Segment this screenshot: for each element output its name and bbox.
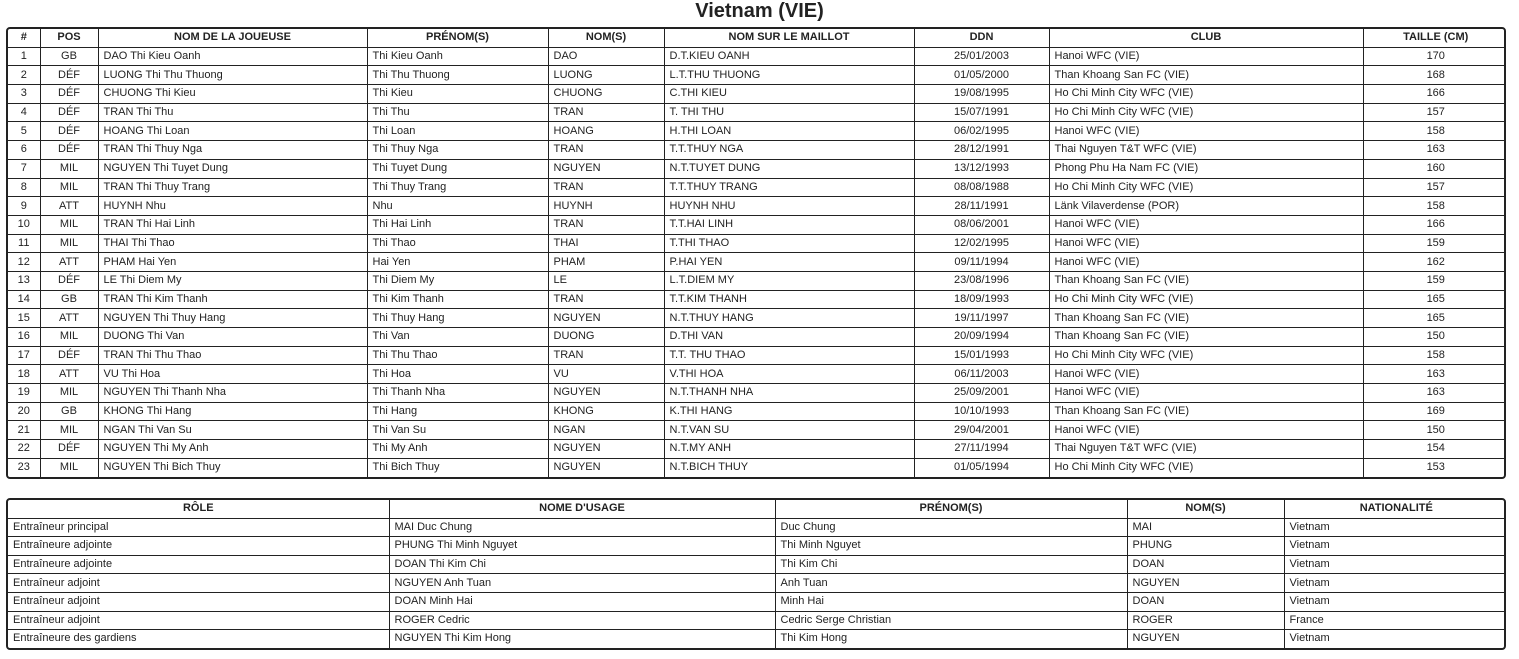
players-cell-col-shirt-name: K.THI HANG: [664, 402, 914, 421]
staff-cell-col-last-names: DOAN: [1127, 555, 1284, 574]
players-header-col-position: POS: [40, 29, 98, 47]
players-cell-col-height: 157: [1363, 103, 1506, 122]
staff-cell-col-nationality: Vietnam: [1284, 592, 1506, 611]
page-title: Vietnam (VIE): [695, 0, 824, 22]
players-cell-col-player-name: LUONG Thi Thu Thuong: [98, 66, 367, 85]
players-cell-col-position: ATT: [40, 309, 98, 328]
players-cell-col-position: GB: [40, 290, 98, 309]
players-cell-col-last-names: HOANG: [548, 122, 664, 141]
players-cell-col-number: 6: [8, 141, 40, 160]
staff-cell-col-usage-name: NGUYEN Thi Kim Hong: [389, 630, 775, 648]
players-cell-col-player-name: NGUYEN Thi Bich Thuy: [98, 458, 367, 476]
players-cell-col-first-names: Thi Hang: [367, 402, 548, 421]
players-cell-col-first-names: Thi Diem My: [367, 271, 548, 290]
staff-cell-col-usage-name: DOAN Minh Hai: [389, 592, 775, 611]
staff-cell-col-usage-name: NGUYEN Anh Tuan: [389, 574, 775, 593]
staff-cell-col-usage-name: MAI Duc Chung: [389, 518, 775, 537]
players-cell-col-player-name: NGUYEN Thi My Anh: [98, 440, 367, 459]
staff-cell-col-last-names: NGUYEN: [1127, 630, 1284, 648]
players-cell-col-shirt-name: D.T.KIEU OANH: [664, 47, 914, 66]
players-cell-col-first-names: Thi Kieu Oanh: [367, 47, 548, 66]
players-cell-col-player-name: HUYNH Nhu: [98, 197, 367, 216]
players-cell-col-last-names: NGAN: [548, 421, 664, 440]
players-cell-col-club: Hanoi WFC (VIE): [1049, 215, 1363, 234]
staff-header-col-nationality: NATIONALITÉ: [1284, 500, 1506, 518]
players-cell-col-club: Than Khoang San FC (VIE): [1049, 328, 1363, 347]
players-cell-col-player-name: TRAN Thi Kim Thanh: [98, 290, 367, 309]
players-cell-col-height: 159: [1363, 234, 1506, 253]
table-row: [8, 178, 1506, 197]
staff-cell-col-first-names: Thi Minh Nguyet: [775, 537, 1127, 556]
players-cell-col-shirt-name: V.THI HOA: [664, 365, 914, 384]
staff-cell-col-nationality: Vietnam: [1284, 518, 1506, 537]
players-cell-col-last-names: NGUYEN: [548, 159, 664, 178]
players-cell-col-height: 162: [1363, 253, 1506, 272]
players-cell-col-club: Hanoi WFC (VIE): [1049, 234, 1363, 253]
players-cell-col-player-name: VU Thi Hoa: [98, 365, 367, 384]
staff-cell-col-role: Entraîneur adjoint: [8, 574, 389, 593]
players-cell-col-club: Thai Nguyen T&T WFC (VIE): [1049, 141, 1363, 160]
players-cell-col-first-names: Thi Thao: [367, 234, 548, 253]
players-cell-col-position: DÉF: [40, 271, 98, 290]
players-cell-col-number: 21: [8, 421, 40, 440]
players-cell-col-first-names: Thi Kieu: [367, 85, 548, 104]
players-cell-col-position: MIL: [40, 458, 98, 476]
players-header-col-number: #: [8, 29, 40, 47]
staff-cell-col-role: Entraîneure des gardiens: [8, 630, 389, 648]
players-cell-col-first-names: Thi Thuy Nga: [367, 141, 548, 160]
players-cell-col-number: 23: [8, 458, 40, 476]
players-cell-col-last-names: DUONG: [548, 328, 664, 347]
players-cell-col-shirt-name: T. THI THU: [664, 103, 914, 122]
players-cell-col-height: 163: [1363, 365, 1506, 384]
players-cell-col-club: Thai Nguyen T&T WFC (VIE): [1049, 440, 1363, 459]
players-cell-col-position: MIL: [40, 421, 98, 440]
players-header-row: [8, 29, 1506, 47]
staff-cell-col-nationality: Vietnam: [1284, 537, 1506, 556]
players-cell-col-number: 9: [8, 197, 40, 216]
players-cell-col-birth-date: 12/02/1995: [914, 234, 1049, 253]
table-row: [8, 384, 1506, 403]
players-cell-col-shirt-name: L.T.THU THUONG: [664, 66, 914, 85]
staff-cell-col-last-names: PHUNG: [1127, 537, 1284, 556]
players-cell-col-player-name: DUONG Thi Van: [98, 328, 367, 347]
players-cell-col-height: 158: [1363, 346, 1506, 365]
staff-header-row: [8, 500, 1506, 518]
table-row: [8, 141, 1506, 160]
players-header-col-club: CLUB: [1049, 29, 1363, 47]
players-cell-col-position: DÉF: [40, 85, 98, 104]
staff-cell-col-usage-name: DOAN Thi Kim Chi: [389, 555, 775, 574]
staff-cell-col-nationality: Vietnam: [1284, 630, 1506, 648]
players-cell-col-height: 150: [1363, 328, 1506, 347]
players-cell-col-player-name: CHUONG Thi Kieu: [98, 85, 367, 104]
players-cell-col-birth-date: 13/12/1993: [914, 159, 1049, 178]
players-cell-col-club: Than Khoang San FC (VIE): [1049, 309, 1363, 328]
staff-cell-col-first-names: Cedric Serge Christian: [775, 611, 1127, 630]
players-cell-col-last-names: TRAN: [548, 141, 664, 160]
players-cell-col-club: Hanoi WFC (VIE): [1049, 365, 1363, 384]
staff-cell-col-role: Entraîneur principal: [8, 518, 389, 537]
players-cell-col-last-names: PHAM: [548, 253, 664, 272]
players-cell-col-shirt-name: N.T.BICH THUY: [664, 458, 914, 476]
staff-header-col-role: RÔLE: [8, 500, 389, 518]
table-row: [8, 537, 1506, 556]
players-cell-col-last-names: HUYNH: [548, 197, 664, 216]
players-cell-col-first-names: Thi Tuyet Dung: [367, 159, 548, 178]
players-cell-col-club: Than Khoang San FC (VIE): [1049, 271, 1363, 290]
players-cell-col-first-names: Thi Hoa: [367, 365, 548, 384]
staff-cell-col-first-names: Minh Hai: [775, 592, 1127, 611]
players-cell-col-shirt-name: T.T.THUY NGA: [664, 141, 914, 160]
players-cell-col-last-names: CHUONG: [548, 85, 664, 104]
players-cell-col-shirt-name: T.THI THAO: [664, 234, 914, 253]
table-row: [8, 103, 1506, 122]
players-cell-col-position: DÉF: [40, 103, 98, 122]
players-cell-col-height: 165: [1363, 290, 1506, 309]
players-cell-col-position: DÉF: [40, 141, 98, 160]
players-cell-col-last-names: TRAN: [548, 103, 664, 122]
players-cell-col-number: 7: [8, 159, 40, 178]
players-cell-col-birth-date: 19/08/1995: [914, 85, 1049, 104]
players-cell-col-player-name: PHAM Hai Yen: [98, 253, 367, 272]
players-cell-col-first-names: Thi Thuy Trang: [367, 178, 548, 197]
players-cell-col-shirt-name: T.T.THUY TRANG: [664, 178, 914, 197]
table-row: [8, 421, 1506, 440]
players-cell-col-birth-date: 25/01/2003: [914, 47, 1049, 66]
staff-cell-col-last-names: ROGER: [1127, 611, 1284, 630]
players-cell-col-last-names: TRAN: [548, 215, 664, 234]
players-cell-col-player-name: TRAN Thi Thu Thao: [98, 346, 367, 365]
players-header-col-player-name: NOM DE LA JOUEUSE: [98, 29, 367, 47]
staff-cell-col-first-names: Thi Kim Hong: [775, 630, 1127, 648]
table-row: [8, 440, 1506, 459]
players-cell-col-player-name: TRAN Thi Thuy Nga: [98, 141, 367, 160]
table-row: [8, 85, 1506, 104]
players-cell-col-club: Hanoi WFC (VIE): [1049, 384, 1363, 403]
players-cell-col-position: MIL: [40, 215, 98, 234]
players-cell-col-birth-date: 06/02/1995: [914, 122, 1049, 141]
table-row: [8, 458, 1506, 476]
players-header-col-first-names: PRÉNOM(S): [367, 29, 548, 47]
players-cell-col-height: 158: [1363, 122, 1506, 141]
players-cell-col-player-name: NGUYEN Thi Tuyet Dung: [98, 159, 367, 178]
players-cell-col-first-names: Thi Bich Thuy: [367, 458, 548, 476]
players-cell-col-position: DÉF: [40, 122, 98, 141]
players-cell-col-birth-date: 15/01/1993: [914, 346, 1049, 365]
staff-cell-col-last-names: NGUYEN: [1127, 574, 1284, 593]
players-cell-col-first-names: Thi Kim Thanh: [367, 290, 548, 309]
players-cell-col-club: Ho Chi Minh City WFC (VIE): [1049, 458, 1363, 476]
players-cell-col-club: Ho Chi Minh City WFC (VIE): [1049, 346, 1363, 365]
players-cell-col-number: 18: [8, 365, 40, 384]
table-row: [8, 271, 1506, 290]
players-cell-col-shirt-name: P.HAI YEN: [664, 253, 914, 272]
staff-cell-col-nationality: France: [1284, 611, 1506, 630]
players-cell-col-player-name: HOANG Thi Loan: [98, 122, 367, 141]
players-cell-col-position: GB: [40, 402, 98, 421]
table-row: [8, 630, 1506, 648]
players-cell-col-shirt-name: N.T.TUYET DUNG: [664, 159, 914, 178]
players-cell-col-birth-date: 01/05/1994: [914, 458, 1049, 476]
staff-header-col-first-names: PRÉNOM(S): [775, 500, 1127, 518]
players-cell-col-shirt-name: C.THI KIEU: [664, 85, 914, 104]
staff-cell-col-first-names: Anh Tuan: [775, 574, 1127, 593]
staff-table-container: [6, 498, 1506, 650]
staff-cell-col-nationality: Vietnam: [1284, 574, 1506, 593]
players-cell-col-number: 19: [8, 384, 40, 403]
players-cell-col-last-names: TRAN: [548, 178, 664, 197]
players-cell-col-position: MIL: [40, 159, 98, 178]
players-cell-col-first-names: Nhu: [367, 197, 548, 216]
players-cell-col-club: Than Khoang San FC (VIE): [1049, 66, 1363, 85]
table-row: [8, 290, 1506, 309]
players-cell-col-first-names: Thi Thu Thuong: [367, 66, 548, 85]
players-cell-col-player-name: NGUYEN Thi Thuy Hang: [98, 309, 367, 328]
table-row: [8, 402, 1506, 421]
players-cell-col-birth-date: 23/08/1996: [914, 271, 1049, 290]
players-cell-col-height: 163: [1363, 141, 1506, 160]
players-table: [8, 29, 1506, 477]
players-cell-col-first-names: Thi Thuy Hang: [367, 309, 548, 328]
players-cell-col-position: ATT: [40, 197, 98, 216]
players-cell-col-player-name: THAI Thi Thao: [98, 234, 367, 253]
players-cell-col-number: 4: [8, 103, 40, 122]
players-cell-col-club: Hanoi WFC (VIE): [1049, 122, 1363, 141]
players-cell-col-last-names: NGUYEN: [548, 458, 664, 476]
staff-cell-col-role: Entraîneure adjointe: [8, 555, 389, 574]
players-cell-col-number: 1: [8, 47, 40, 66]
players-cell-col-position: ATT: [40, 365, 98, 384]
table-row: [8, 234, 1506, 253]
players-cell-col-first-names: Hai Yen: [367, 253, 548, 272]
table-row: [8, 197, 1506, 216]
players-cell-col-club: Ho Chi Minh City WFC (VIE): [1049, 290, 1363, 309]
players-cell-col-last-names: LE: [548, 271, 664, 290]
players-cell-col-height: 159: [1363, 271, 1506, 290]
players-cell-col-player-name: NGAN Thi Van Su: [98, 421, 367, 440]
players-cell-col-number: 16: [8, 328, 40, 347]
players-cell-col-shirt-name: HUYNH NHU: [664, 197, 914, 216]
players-cell-col-last-names: NGUYEN: [548, 440, 664, 459]
players-cell-col-player-name: DAO Thi Kieu Oanh: [98, 47, 367, 66]
players-cell-col-number: 11: [8, 234, 40, 253]
players-cell-col-position: DÉF: [40, 346, 98, 365]
players-cell-col-last-names: NGUYEN: [548, 384, 664, 403]
players-cell-col-height: 163: [1363, 384, 1506, 403]
players-cell-col-position: MIL: [40, 384, 98, 403]
players-cell-col-birth-date: 25/09/2001: [914, 384, 1049, 403]
players-cell-col-first-names: Thi Thanh Nha: [367, 384, 548, 403]
players-cell-col-birth-date: 09/11/1994: [914, 253, 1049, 272]
players-cell-col-first-names: Thi Van: [367, 328, 548, 347]
staff-cell-col-usage-name: ROGER Cedric: [389, 611, 775, 630]
players-cell-col-position: DÉF: [40, 440, 98, 459]
players-cell-col-player-name: TRAN Thi Thu: [98, 103, 367, 122]
table-row: [8, 66, 1506, 85]
players-cell-col-last-names: NGUYEN: [548, 309, 664, 328]
staff-cell-col-role: Entraîneure adjointe: [8, 537, 389, 556]
players-cell-col-birth-date: 06/11/2003: [914, 365, 1049, 384]
players-cell-col-shirt-name: N.T.MY ANH: [664, 440, 914, 459]
table-row: [8, 346, 1506, 365]
players-cell-col-shirt-name: T.T. THU THAO: [664, 346, 914, 365]
players-cell-col-last-names: TRAN: [548, 346, 664, 365]
staff-table: [8, 500, 1506, 648]
players-cell-col-number: 8: [8, 178, 40, 197]
players-cell-col-shirt-name: T.T.HAI LINH: [664, 215, 914, 234]
players-cell-col-shirt-name: H.THI LOAN: [664, 122, 914, 141]
players-cell-col-birth-date: 01/05/2000: [914, 66, 1049, 85]
staff-cell-col-usage-name: PHUNG Thi Minh Nguyet: [389, 537, 775, 556]
players-cell-col-number: 22: [8, 440, 40, 459]
table-row: [8, 574, 1506, 593]
players-cell-col-last-names: KHONG: [548, 402, 664, 421]
table-row: [8, 309, 1506, 328]
players-cell-col-player-name: LE Thi Diem My: [98, 271, 367, 290]
players-cell-col-first-names: Thi Thu: [367, 103, 548, 122]
players-cell-col-number: 15: [8, 309, 40, 328]
players-cell-col-height: 157: [1363, 178, 1506, 197]
players-header-col-birth-date: DDN: [914, 29, 1049, 47]
table-row: [8, 215, 1506, 234]
players-cell-col-height: 153: [1363, 458, 1506, 476]
players-cell-col-shirt-name: N.T.VAN SU: [664, 421, 914, 440]
players-cell-col-club: Ho Chi Minh City WFC (VIE): [1049, 85, 1363, 104]
players-cell-col-shirt-name: T.T.KIM THANH: [664, 290, 914, 309]
players-cell-col-number: 2: [8, 66, 40, 85]
players-cell-col-number: 13: [8, 271, 40, 290]
players-cell-col-number: 17: [8, 346, 40, 365]
players-cell-col-first-names: Thi Hai Linh: [367, 215, 548, 234]
table-row: [8, 365, 1506, 384]
players-cell-col-number: 10: [8, 215, 40, 234]
players-cell-col-number: 5: [8, 122, 40, 141]
table-row: [8, 159, 1506, 178]
players-cell-col-shirt-name: L.T.DIEM MY: [664, 271, 914, 290]
players-cell-col-last-names: THAI: [548, 234, 664, 253]
players-cell-col-height: 170: [1363, 47, 1506, 66]
players-cell-col-club: Hanoi WFC (VIE): [1049, 253, 1363, 272]
players-cell-col-first-names: Thi Loan: [367, 122, 548, 141]
players-cell-col-position: DÉF: [40, 66, 98, 85]
players-cell-col-club: Ho Chi Minh City WFC (VIE): [1049, 178, 1363, 197]
players-cell-col-shirt-name: D.THI VAN: [664, 328, 914, 347]
players-cell-col-last-names: TRAN: [548, 290, 664, 309]
players-cell-col-club: Hanoi WFC (VIE): [1049, 47, 1363, 66]
staff-header-col-last-names: NOM(S): [1127, 500, 1284, 518]
players-cell-col-birth-date: 27/11/1994: [914, 440, 1049, 459]
staff-cell-col-first-names: Duc Chung: [775, 518, 1127, 537]
players-cell-col-height: 166: [1363, 215, 1506, 234]
players-cell-col-height: 158: [1363, 197, 1506, 216]
players-header-col-height: TAILLE (CM): [1363, 29, 1506, 47]
players-table-container: [6, 27, 1506, 479]
players-cell-col-birth-date: 08/08/1988: [914, 178, 1049, 197]
players-cell-col-birth-date: 19/11/1997: [914, 309, 1049, 328]
players-cell-col-birth-date: 15/07/1991: [914, 103, 1049, 122]
players-cell-col-birth-date: 20/09/1994: [914, 328, 1049, 347]
staff-cell-col-first-names: Thi Kim Chi: [775, 555, 1127, 574]
players-cell-col-first-names: Thi Thu Thao: [367, 346, 548, 365]
players-cell-col-birth-date: 10/10/1993: [914, 402, 1049, 421]
staff-header-col-usage-name: NOME D'USAGE: [389, 500, 775, 518]
players-cell-col-club: Länk Vilaverdense (POR): [1049, 197, 1363, 216]
players-cell-col-club: Phong Phu Ha Nam FC (VIE): [1049, 159, 1363, 178]
players-header-col-shirt-name: NOM SUR LE MAILLOT: [664, 29, 914, 47]
table-row: [8, 592, 1506, 611]
table-row: [8, 328, 1506, 347]
players-cell-col-first-names: Thi My Anh: [367, 440, 548, 459]
table-row: [8, 555, 1506, 574]
players-cell-col-height: 154: [1363, 440, 1506, 459]
players-cell-col-last-names: VU: [548, 365, 664, 384]
table-row: [8, 518, 1506, 537]
players-cell-col-last-names: DAO: [548, 47, 664, 66]
staff-cell-col-last-names: MAI: [1127, 518, 1284, 537]
players-cell-col-club: Than Khoang San FC (VIE): [1049, 402, 1363, 421]
players-cell-col-club: Ho Chi Minh City WFC (VIE): [1049, 103, 1363, 122]
players-cell-col-birth-date: 18/09/1993: [914, 290, 1049, 309]
players-cell-col-birth-date: 29/04/2001: [914, 421, 1049, 440]
players-cell-col-height: 168: [1363, 66, 1506, 85]
players-cell-col-birth-date: 28/11/1991: [914, 197, 1049, 216]
players-cell-col-number: 20: [8, 402, 40, 421]
players-cell-col-position: GB: [40, 47, 98, 66]
players-cell-col-height: 166: [1363, 85, 1506, 104]
players-cell-col-birth-date: 08/06/2001: [914, 215, 1049, 234]
players-cell-col-height: 150: [1363, 421, 1506, 440]
players-cell-col-number: 14: [8, 290, 40, 309]
players-cell-col-player-name: NGUYEN Thi Thanh Nha: [98, 384, 367, 403]
table-row: [8, 122, 1506, 141]
players-cell-col-position: ATT: [40, 253, 98, 272]
players-cell-col-shirt-name: N.T.THUY HANG: [664, 309, 914, 328]
players-cell-col-height: 169: [1363, 402, 1506, 421]
players-cell-col-height: 165: [1363, 309, 1506, 328]
table-row: [8, 611, 1506, 630]
table-row: [8, 47, 1506, 66]
players-cell-col-club: Hanoi WFC (VIE): [1049, 421, 1363, 440]
staff-cell-col-last-names: DOAN: [1127, 592, 1284, 611]
players-cell-col-position: MIL: [40, 178, 98, 197]
staff-cell-col-role: Entraîneur adjoint: [8, 611, 389, 630]
players-cell-col-birth-date: 28/12/1991: [914, 141, 1049, 160]
players-cell-col-first-names: Thi Van Su: [367, 421, 548, 440]
players-cell-col-player-name: TRAN Thi Hai Linh: [98, 215, 367, 234]
players-cell-col-last-names: LUONG: [548, 66, 664, 85]
table-row: [8, 253, 1506, 272]
staff-cell-col-nationality: Vietnam: [1284, 555, 1506, 574]
players-cell-col-player-name: KHONG Thi Hang: [98, 402, 367, 421]
staff-cell-col-role: Entraîneur adjoint: [8, 592, 389, 611]
players-header-col-last-names: NOM(S): [548, 29, 664, 47]
players-cell-col-shirt-name: N.T.THANH NHA: [664, 384, 914, 403]
players-cell-col-position: MIL: [40, 328, 98, 347]
players-cell-col-player-name: TRAN Thi Thuy Trang: [98, 178, 367, 197]
players-cell-col-height: 160: [1363, 159, 1506, 178]
players-cell-col-number: 3: [8, 85, 40, 104]
players-cell-col-number: 12: [8, 253, 40, 272]
players-cell-col-position: MIL: [40, 234, 98, 253]
